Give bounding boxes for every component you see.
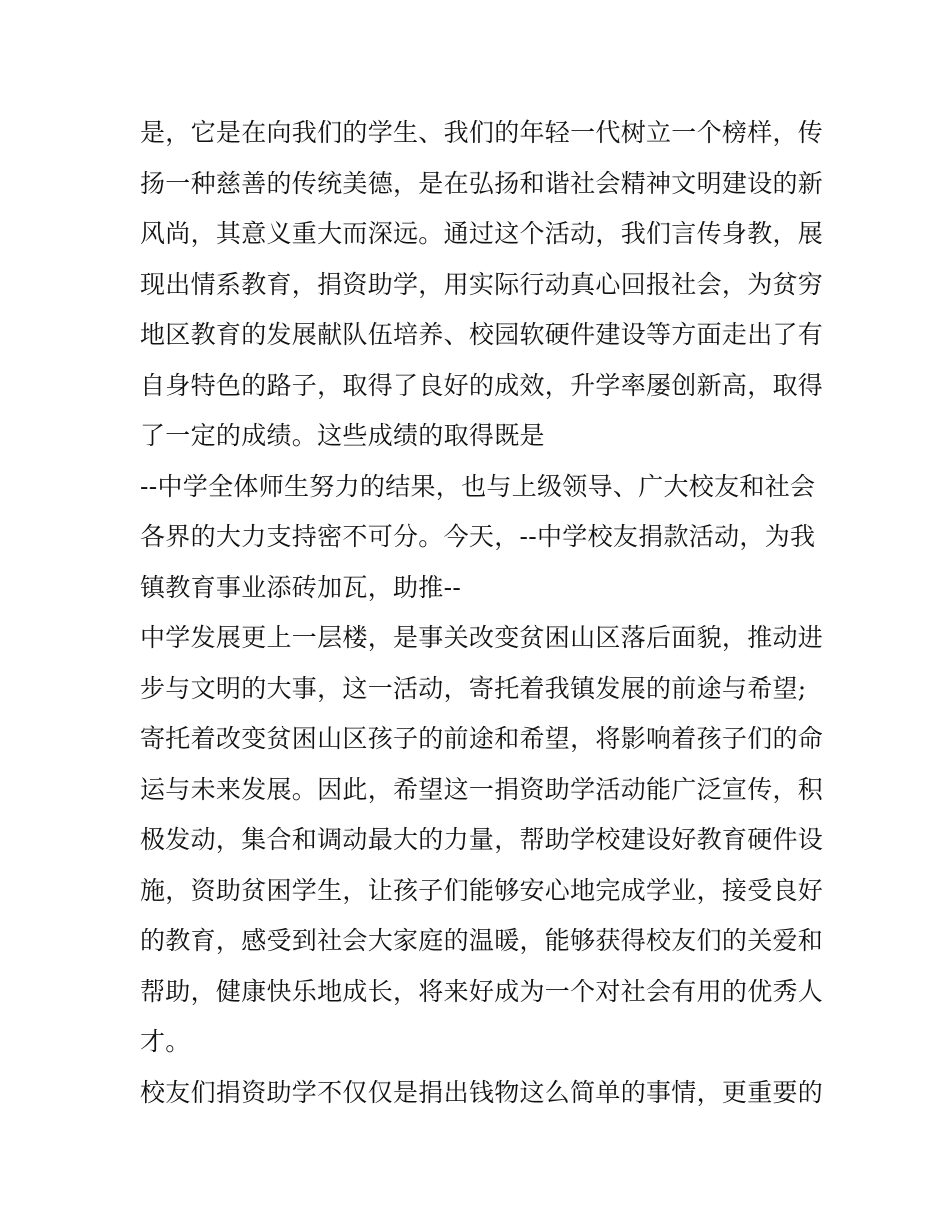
text-line: 运与未来发展。因此，希望这一捐资助学活动能广泛宣传，积	[140, 774, 824, 804]
text-line: 步与文明的大事，这一活动，寄托着我镇发展的前途与希望;	[140, 673, 807, 703]
text-line: 寄托着改变贫困山区孩子的前途和希望，将影响着孩子们的命	[140, 724, 824, 753]
body-text	[140, 108, 824, 1118]
text-line: 镇教育事业添砖加瓦，助推--	[140, 572, 462, 602]
text-line: 的教育，感受到社会大家庭的温暖，能够获得校友们的关爱和	[140, 926, 824, 955]
text-line: 风尚，其意义重大而深远。通过这个活动，我们言传身教，展	[140, 219, 824, 248]
text-line: 自身特色的路子，取得了良好的成效，升学率屡创新高，取得	[140, 370, 824, 400]
text-line: 各界的大力支持密不可分。今天，--中学校友捐款活动，为我	[140, 522, 816, 551]
text-line: 现出情系教育，捐资助学，用实际行动真心回报社会，为贫穷	[140, 269, 824, 299]
text-line: 才。	[140, 1027, 191, 1056]
text-line: 施，资助贫困学生，让孩子们能够安心地完成学业，接受良好	[140, 875, 824, 905]
text-line: 是，它是在向我们的学生、我们的年轻一代树立一个榜样，传	[140, 118, 824, 147]
text-line: 帮助，健康快乐地成长，将来好成为一个对社会有用的优秀人	[140, 976, 824, 1006]
text-line: 校友们捐资助学不仅仅是捐出钱物这么简单的事情，更重要的	[140, 1077, 824, 1107]
text-line: 扬一种慈善的传统美德，是在弘扬和谐社会精神文明建设的新	[140, 168, 824, 198]
text-line: 了一定的成绩。这些成绩的取得既是	[140, 421, 545, 450]
text-line: --中学全体师生努力的结果，也与上级领导、广大校友和社会	[140, 471, 816, 501]
text-line: 地区教育的发展献队伍培养、校园软硬件建设等方面走出了有	[140, 320, 824, 349]
text-line: 中学发展更上一层楼，是事关改变贫困山区落后面貌，推动进	[140, 623, 824, 652]
text-line: 极发动，集合和调动最大的力量，帮助学校建设好教育硬件设	[140, 825, 824, 854]
